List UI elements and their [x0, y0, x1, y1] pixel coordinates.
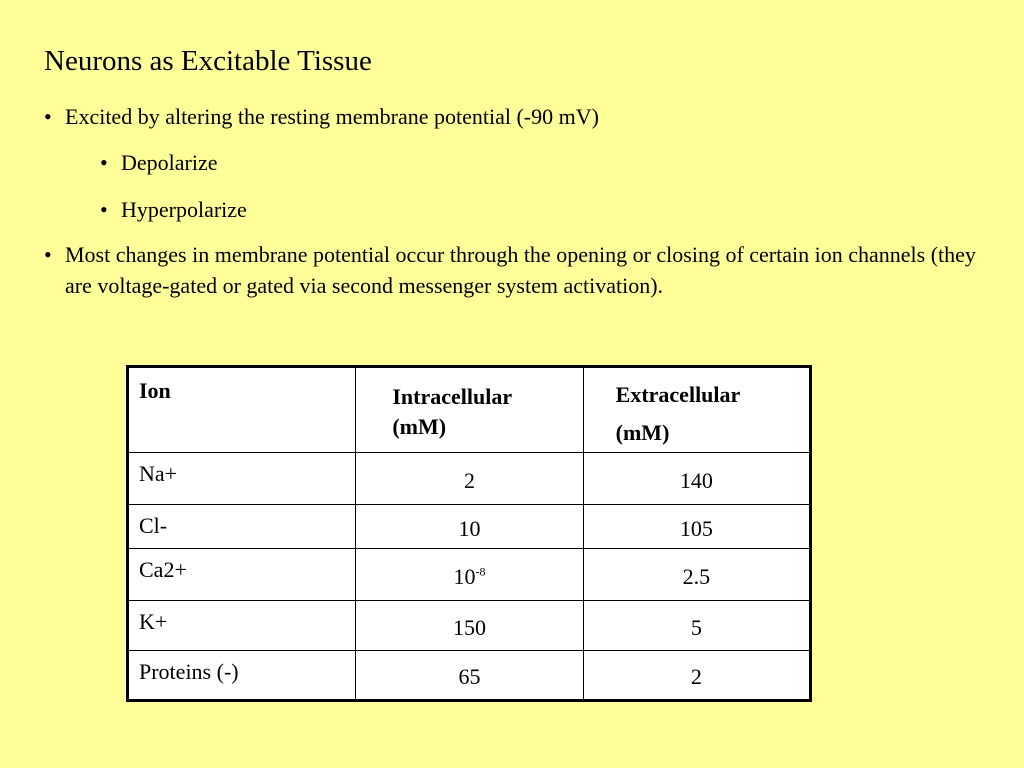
bullet-dot: •	[44, 242, 52, 267]
bullet-text: Excited by altering the resting membrane potential (-90 mV)	[65, 104, 599, 129]
bullet-dot: •	[100, 197, 108, 222]
header-extracellular	[583, 367, 810, 453]
header-extracellular-label: Extracellular	[615, 382, 741, 407]
header-ion	[128, 367, 356, 453]
intracellular-value: 10	[453, 563, 476, 589]
extracellular-cell: 2.5	[583, 549, 810, 601]
header-intracellular	[356, 367, 583, 453]
extracellular-cell: 140	[583, 453, 810, 505]
bullet-text: Most changes in membrane potential occur through the opening or closing of certain ion channels (they are voltage-gated or gated via second messenger system activation).	[65, 242, 976, 298]
bullet-ion-channels	[44, 239, 994, 301]
table-row	[128, 549, 811, 601]
extracellular-cell: 105	[583, 505, 810, 549]
intracellular-cell	[356, 549, 583, 601]
intracellular-value: 150	[452, 614, 486, 640]
table-row	[128, 505, 811, 549]
ion-concentration-table	[126, 365, 812, 702]
bullet-text: Hyperpolarize	[121, 197, 247, 222]
slide-title: Neurons as Excitable Tissue	[44, 45, 372, 77]
sub-bullet-depolarize	[100, 147, 218, 178]
ion-cell: K+	[128, 601, 356, 651]
table-row	[128, 651, 811, 701]
bullet-text: Depolarize	[121, 150, 218, 175]
sub-bullet-hyperpolarize	[100, 194, 247, 225]
ion-cell: Na+	[128, 453, 356, 505]
intracellular-value: 2	[463, 467, 475, 493]
extracellular-cell: 5	[583, 601, 810, 651]
ion-cell: Ca2+	[128, 549, 356, 601]
intracellular-cell	[356, 651, 583, 701]
intracellular-cell	[356, 601, 583, 651]
intracellular-cell	[356, 505, 583, 549]
ion-cell: Cl-	[128, 505, 356, 549]
header-intracellular-label: Intracellular	[392, 384, 513, 409]
bullet-resting-potential	[44, 101, 599, 132]
ion-cell: Proteins (-)	[128, 651, 356, 701]
intracellular-value: 65	[458, 664, 481, 689]
bullet-dot: •	[44, 104, 52, 129]
header-ion-label: Ion	[139, 378, 171, 403]
intracellular-value: 10	[458, 515, 481, 541]
header-intracellular-unit: (mM)	[392, 414, 447, 439]
table-row	[128, 601, 811, 651]
intracellular-cell	[356, 453, 583, 505]
extracellular-cell: 2	[583, 651, 810, 701]
table-row	[128, 453, 811, 505]
bullet-dot: •	[100, 150, 108, 175]
table-header-row	[128, 367, 811, 453]
header-extracellular-unit: (mM)	[615, 420, 670, 445]
intracellular-exponent: -8	[475, 564, 486, 579]
